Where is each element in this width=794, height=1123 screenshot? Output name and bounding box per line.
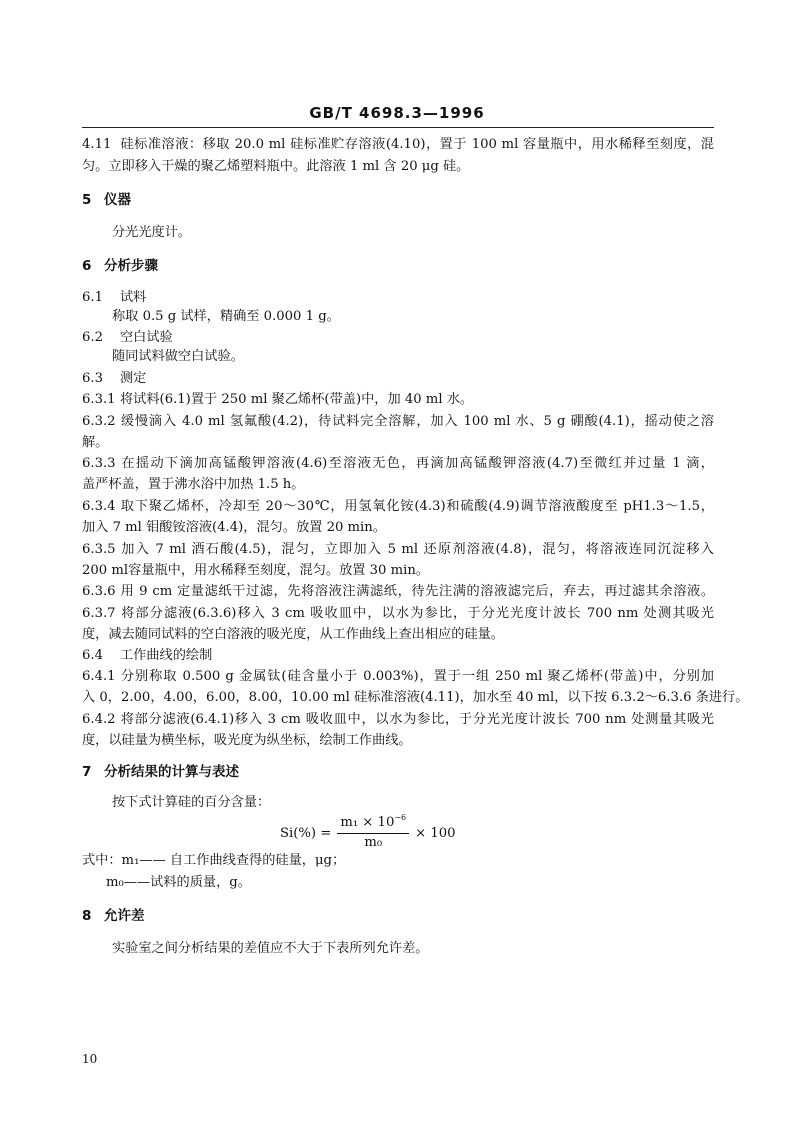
clause-number: 4.11 [82,137,112,152]
section-5-heading: 5 仪器 [82,192,131,208]
clause-6-3-7-line2: 度，减去随同试料的空白溶液的吸光度，从工作曲线上查出相应的硅量。 [82,627,504,642]
clause-6-2-heading: 6.2 空白试验 [82,330,173,345]
section-8-heading: 8 允许差 [82,908,145,924]
page-number: 10 [82,1052,98,1066]
clause-6-4-2-line2: 度，以硅量为横坐标，吸光度为纵坐标，绘制工作曲线。 [82,733,412,748]
clause-6-3-2-line2: 解。 [82,435,109,450]
clause-6-4-1-line1: 6.4.1 分别称取 0.500 g 金属钛(硅含量小于 0.003%)，置于一组 250 ml 聚乙烯杯(带盖)中，分别加 [82,669,714,684]
clause-4-11-line2: 匀。立即移入干燥的聚乙烯塑料瓶中。此溶液 1 ml 含 20 μg 硅。 [82,159,470,174]
clause-6-3-heading: 6.3 测定 [82,371,147,386]
clause-6-3-5-line1: 6.3.5 加入 7 ml 酒石酸(4.5)，混匀，立即加入 5 ml 还原剂溶液(4.8)，混匀，将溶液连同沉淀移入 [82,542,714,557]
clause-4-11-line1: 4.11 硅标准溶液：移取 20.0 ml 硅标准贮存溶液(4.10)，置于 100 ml 容量瓶中，用水稀释至刻度，混 [82,137,714,152]
clause-6-4-heading: 6.4 工作曲线的绘制 [82,648,213,663]
clause-6-3-2-line1: 6.3.2 缓慢滴入 4.0 ml 氢氟酸(4.2)，待试料完全溶解，加入 100 ml 水、5 g 硼酸(4.1)，摇动使之溶 [82,414,714,429]
section-6-heading: 6 分析步骤 [82,258,158,274]
formula-denominator: m₀ [364,835,383,850]
clause-6-3-5-line2: 200 ml容量瓶中，用水稀释至刻度，混匀。放置 30 min。 [82,563,430,578]
clause-6-3-1: 6.3.1 将试料(6.1)置于 250 ml 聚乙烯杯(带盖)中，加 40 ml 水。 [82,392,474,407]
formula-numerator: $m_1 \times 10^{-6}$ [337,815,409,834]
formula-fraction [337,815,409,851]
clause-6-3-3-line2: 盖严杯盖，置于沸水浴中加热 1.5 h。 [82,477,305,492]
clause-6-4-2-line1: 6.4.2 将部分滤液(6.4.1)移入 3 cm 吸收皿中，以水为参比，于分光光度计波长 700 nm 处测量其吸光 [82,712,714,727]
section-5-body: 分光光度计。 [112,225,192,240]
clause-6-3-3-line1: 6.3.3 在摇动下滴加高锰酸钾溶液(4.6)至溶液无色，再滴加高锰酸钾溶液(4.7)至微红并过量 1 滴， [82,456,714,471]
header-rule [82,127,714,128]
clause-6-2-body: 随同试料做空白试验。 [112,349,244,364]
silicon-formula [280,813,456,853]
section-7-intro: 按下式计算硅的百分含量： [112,795,271,810]
clause-6-3-7-line1: 6.3.7 将部分滤液(6.3.6)移入 3 cm 吸收皿中，以水为参比，于分光光度计波长 700 nm 处测其吸光 [82,606,714,621]
clause-6-3-4-line1: 6.3.4 取下聚乙烯杯，冷却至 20～30℃，用氢氧化铵(4.3)和硫酸(4.9)调节溶液酸度至 pH1.3～1.5， [82,499,714,514]
section-8-body: 实验室之间分析结果的差值应不大于下表所列允许差。 [112,941,429,956]
formula-where-1: 式中：m₁—— 自工作曲线查得的硅量，μg； [82,853,346,868]
formula-exponent: −6 [394,813,407,822]
clause-6-3-4-line2: 加入 7 ml 钼酸铵溶液(4.4)，混匀。放置 20 min。 [82,520,386,535]
formula-tail: × 100 [415,825,456,841]
clause-6-1-heading: 6.1 试料 [82,290,147,305]
clause-6-3-6: 6.3.6 用 9 cm 定量滤纸干过滤，先将溶液注满滤纸，待先注满的溶液滤完后，弃去，再过滤其余溶液。 [82,584,714,599]
formula-where-2: m₀——试料的质量，g。 [106,875,251,890]
clause-6-1-body: 称取 0.5 g 试样，精确至 0.000 1 g。 [112,309,340,324]
page-header: GB/T 4698.3—1996 [309,104,485,122]
section-7-heading: 7 分析结果的计算与表述 [82,764,239,780]
formula-lhs: Si(%) = [280,825,332,841]
clause-6-4-1-line2: 入 0，2.00，4.00，6.00，8.00，10.00 ml 硅标准溶液(4.11)，加水至 40 ml，以下按 6.3.2～6.3.6 条进行。 [82,690,749,705]
